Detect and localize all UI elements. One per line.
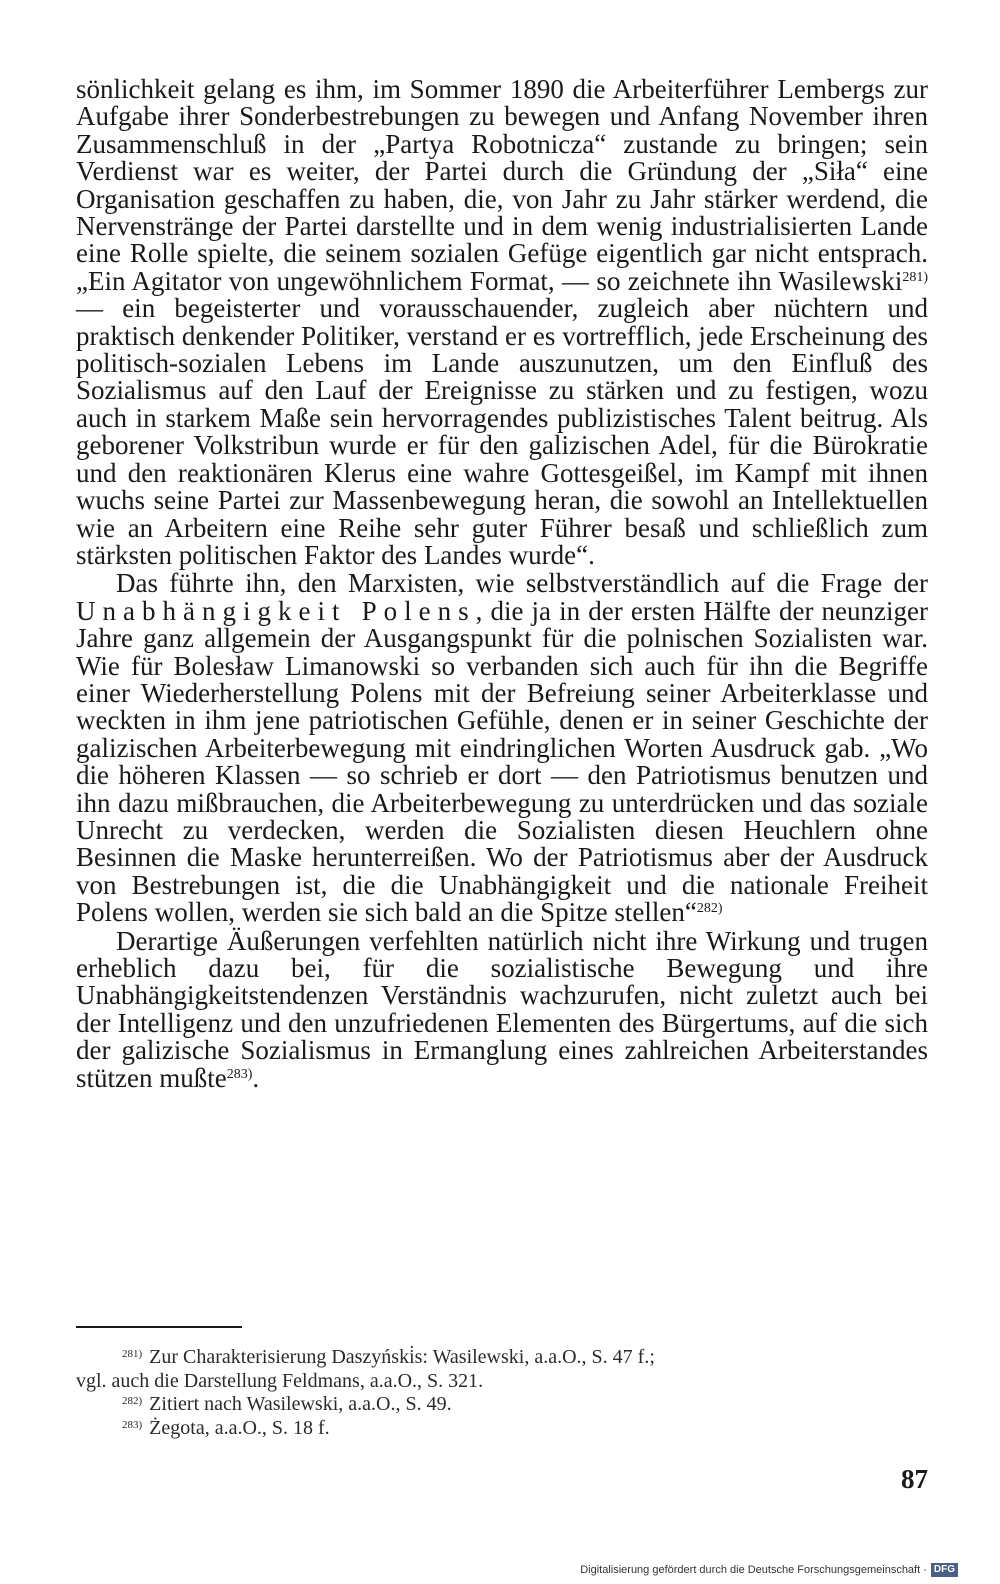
footnote-281-continuation <box>76 1370 928 1394</box>
paragraph-1-text-cont: — ein begeisterter und vorausschauender, zugleich aber nüchtern und praktisch denkender Politiker, verstand er es vortrefflich, jede Erscheinung des politisch-sozialen Lebens im Lande auszunutzen, um den Einfluß des Sozialismus auf den Lauf der Ereignisse zu stärken und zu festigen, wozu auch in starkem Maße sein hervorragendes publizistisches Talent beitrug. Als geborener Volkstribun wurde er für den galizischen Adel, für die Bürokratie und den reaktionären Klerus eine wahre Gottesgeißel, im Kampf mit ihnen wuchs seine Partei zur Massenbewegung heran, die sowohl an Intellektuellen wie an Arbeitern eine Reihe sehr guter Führer besaß und schließlich zum stärksten politischen Faktor des Landes wurde“. <box>76 293 928 570</box>
digitization-credit <box>580 1562 958 1578</box>
footnote-divider <box>76 1326 242 1328</box>
body-text <box>76 76 928 1092</box>
paragraph-1 <box>76 76 928 569</box>
paragraph-2-text-cont: , die ja in der ersten Hälfte der neunziger Jahre ganz allgemein der Ausgangspunkt für die polnischen Sozialisten war. Wie für Bolesław Limanowski so verbanden sich auch für ihn die Begriffe einer Wiederherstellung Polens mit der Befreiung seiner Arbeiterklasse und weckten in ihm jene patriotischen Gefühle, denen er in seiner Geschichte der galizischen Arbeiterbewegung mit eindringlichen Worten Ausdruck gab. „Wo die höheren Klassen — so schrieb er dort — den Patriotismus benutzen und ihn dazu mißbrauchen, die Arbeiterbewegung zu unterdrücken und das soziale Unrecht zu verdecken, werden die Sozialisten diesen Heuchlern ohne Besinnen die Maske herunterreißen. Wo der Patriotismus aber der Ausdruck von Bestrebungen ist, die die Unabhängigkeit und die nationale Freiheit Polens wollen, werden sie sich bald an die Spitze stellen“ <box>76 595 928 928</box>
paragraph-2 <box>76 570 928 926</box>
emphasis-spaced-text: Unabhängigkeit Polens <box>76 595 476 626</box>
footnote-282-text: Zitiert nach Wasilewski, a.a.O., S. 49. <box>149 1393 452 1415</box>
page-number: 87 <box>901 1464 928 1494</box>
footnote-283-text: Żegota, a.a.O., S. 18 f. <box>149 1416 330 1439</box>
paragraph-2-text: Das führte ihn, den Marxisten, wie selbstverständlich auf die Frage der <box>116 568 928 599</box>
footnote-281-line-1: Zur Charakterisierung Daszyński̇s: Wasilewski, a.a.O., S. 47 f.; <box>149 1346 655 1368</box>
footnote-ref-283: 283) <box>226 1066 253 1082</box>
footnote-283 <box>76 1417 928 1441</box>
footnote-ref-281: 281) <box>902 269 928 285</box>
footnote-282 <box>76 1393 928 1417</box>
footnote-281 <box>76 1346 928 1370</box>
paragraph-3-text-end: . <box>252 1062 260 1093</box>
footnote-281-line-2: vgl. auch die Darstellung Feldmans, a.a.O., S. 321. <box>76 1369 484 1392</box>
paragraph-3 <box>76 925 928 1093</box>
dfg-logo-icon: DFG <box>931 1563 958 1577</box>
footnote-ref-282: 282) <box>696 901 723 917</box>
credit-text: Digitalisierung gefördert durch die Deutsche Forschungsgemeinschaft · <box>580 1564 927 1576</box>
footnote-283-number: 283) <box>122 1418 143 1431</box>
paragraph-1-text: sönlichkeit gelang es ihm, im Sommer 1890 die Arbeiterführer Lembergs zur Aufgabe ihrer Sonderbestrebungen zu bewegen und Anfang November ihren Zusammenschluß in der „Partya Robotnicza“ zustande zu bringen; sein Verdienst war es weiter, der Partei durch die Gründung der „Siła“ eine Organisation geschaffen zu haben, die, von Jahr zu Jahr stärker werdend, die Nervenstränge der Partei darstellte und in dem wenig industrialisierten Lande eine Rolle spielte, die seinem sozialen Gefüge eigentlich gar nicht entsprach. „Ein Agitator von ungewöhnlichem Format, — so zeichnete ihn Wasilewski <box>76 74 928 296</box>
footnote-281-number: 281) <box>122 1348 143 1360</box>
footnote-282-number: 282) <box>122 1395 143 1407</box>
footnotes <box>76 1346 928 1440</box>
paragraph-3-text: Derartige Äußerungen verfehlten natürlich nicht ihre Wirkung und trugen erheblich dazu bei, für die sozialistische Bewegung und ihre Unabhängigkeitstendenzen Verständnis wachzurufen, nicht zuletzt auch bei der Intelligenz und den unzufriedenen Elementen des Bürgertums, auf die sich der galizische Sozialismus in Ermanglung eines zahlreichen Arbeiterstandes stützen mußte <box>76 925 928 1093</box>
